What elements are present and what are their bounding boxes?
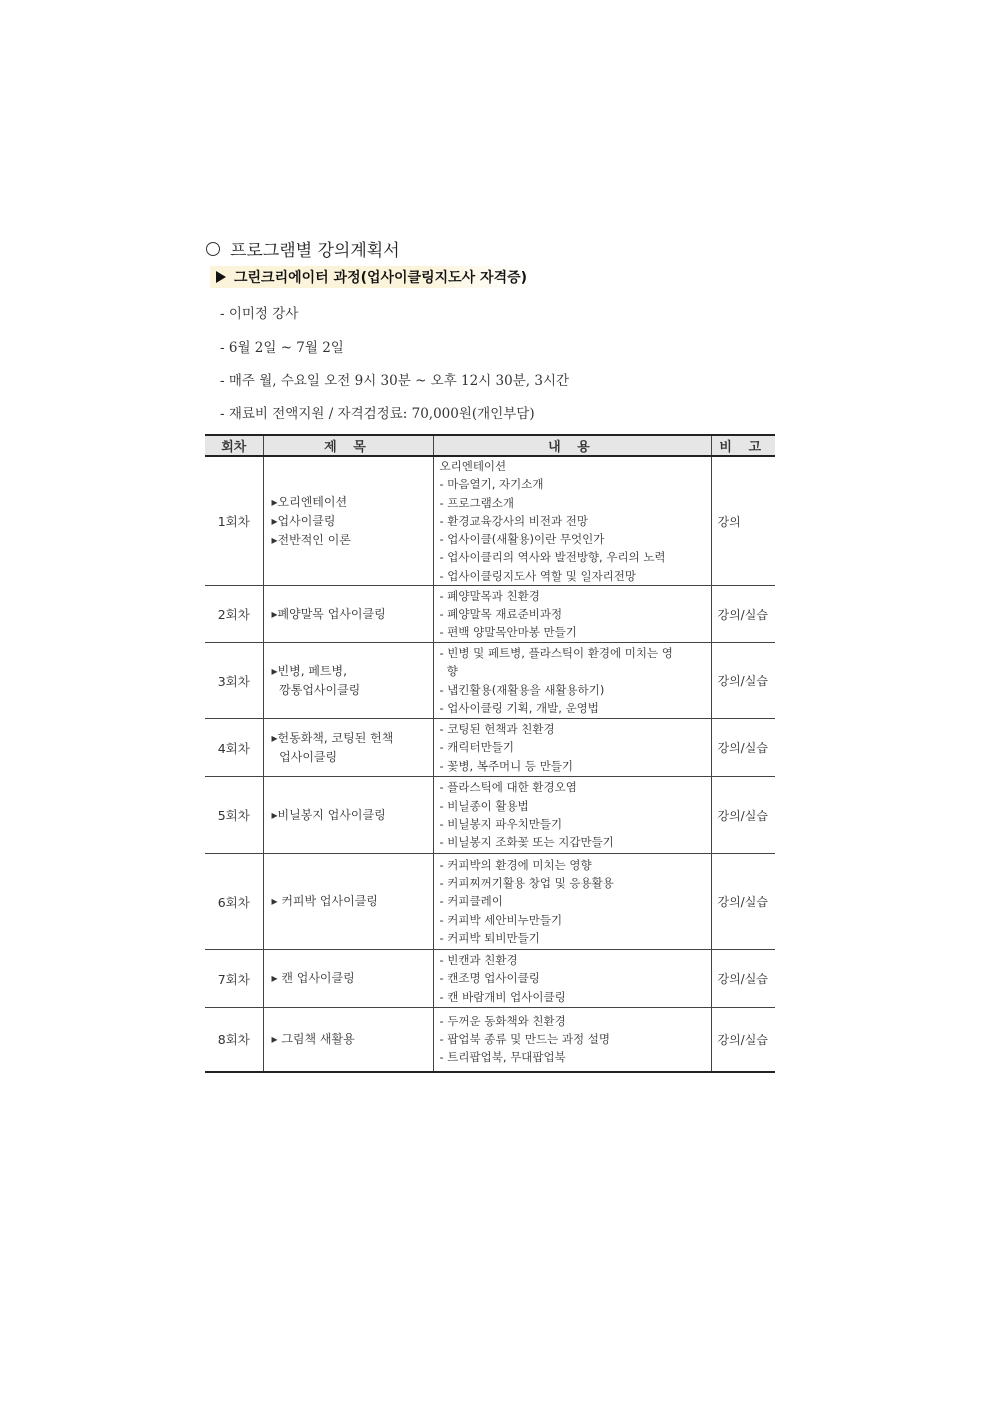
table-row xyxy=(205,1008,775,1072)
content-line: - 팝업북 종류 및 만드는 과정 설명 xyxy=(439,1032,610,1047)
title-line: ▸오리엔테이션 xyxy=(271,494,348,509)
circle-bullet-icon xyxy=(206,242,220,256)
note-cell: 강의/실습 xyxy=(711,719,775,777)
note-cell: 강의 xyxy=(711,456,775,586)
table-row xyxy=(205,777,775,854)
note-cell: 강의/실습 xyxy=(711,1008,775,1072)
subtitle-text: 그린크리에이터 과정(업사이클링지도사 자격증) xyxy=(234,270,528,286)
lecture-plan-table xyxy=(205,434,775,1073)
header-title: 제 목 xyxy=(263,435,433,456)
table-row xyxy=(205,950,775,1008)
content-line: - 캐릭터만들기 xyxy=(439,740,514,755)
table-row xyxy=(205,719,775,777)
content-line: - 업사이클(새활용)이란 무엇인가 xyxy=(439,532,605,547)
title-line: ▸전반적인 이론 xyxy=(271,532,351,547)
content-line: - 커피박 퇴비만들기 xyxy=(439,931,540,946)
content-cell xyxy=(433,719,711,777)
note-cell: 강의/실습 xyxy=(711,777,775,854)
header-note: 비 고 xyxy=(711,435,775,456)
content-line: - 업사이클링지도사 역할 및 일자리전망 xyxy=(439,568,637,583)
content-line: - 커피박의 환경에 미치는 영향 xyxy=(439,857,592,872)
session-cell: 6회차 xyxy=(205,854,263,950)
content-line: - 업사이클리의 역사와 발전방향, 우리의 노력 xyxy=(439,550,666,565)
title-line: ▸빈병, 페트병, xyxy=(271,663,347,678)
title-cell xyxy=(263,854,433,950)
content-line: - 편백 양말목안마봉 만들기 xyxy=(439,625,577,640)
content-line: - 프로그램소개 xyxy=(439,495,514,510)
triangle-bullet-icon xyxy=(216,271,226,283)
session-cell: 5회차 xyxy=(205,777,263,854)
session-cell: 2회차 xyxy=(205,586,263,643)
content-line: 향 xyxy=(439,664,458,679)
course-subtitle xyxy=(210,266,533,288)
content-line: - 코팅된 헌책과 친환경 xyxy=(439,722,555,737)
session-cell: 8회차 xyxy=(205,1008,263,1072)
content-line: - 트리팝업북, 무대팝업북 xyxy=(439,1050,566,1065)
table-row xyxy=(205,643,775,719)
content-line: - 두꺼운 동화책와 친환경 xyxy=(439,1013,566,1028)
title-cell xyxy=(263,950,433,1008)
title-line: ▸비닐봉지 업사이클링 xyxy=(271,807,386,822)
content-line: - 빈병 및 페트병, 플라스틱이 환경에 미치는 영 xyxy=(439,645,673,660)
header-content: 내 용 xyxy=(433,435,711,456)
header-session: 회차 xyxy=(205,435,263,456)
title-cell xyxy=(263,456,433,586)
content-line: - 커피클레이 xyxy=(439,894,503,909)
content-line: - 커피박 세안비누만들기 xyxy=(439,912,563,927)
heading-text: 프로그램별 강의계획서 xyxy=(230,241,400,261)
session-cell: 3회차 xyxy=(205,643,263,719)
document-heading xyxy=(206,236,400,261)
title-line: ▸ 캔 업사이클링 xyxy=(271,971,355,986)
content-line: - 업사이클링 기획, 개발, 운영법 xyxy=(439,700,599,715)
content-line: - 플라스틱에 대한 환경오염 xyxy=(439,780,577,795)
info-period: - 6월 2일 ~ 7월 2일 xyxy=(220,340,344,356)
content-cell xyxy=(433,643,711,719)
content-line: - 캔조명 업사이클링 xyxy=(439,971,540,986)
session-cell: 7회차 xyxy=(205,950,263,1008)
content-line: - 비닐봉지 파우치만들기 xyxy=(439,817,563,832)
content-line: - 비닐봉지 조화꽃 또는 지갑만들기 xyxy=(439,835,614,850)
note-cell: 강의/실습 xyxy=(711,950,775,1008)
title-line: ▸헌동화책, 코팅된 헌책 xyxy=(271,730,394,745)
content-line: - 빈캔과 친환경 xyxy=(439,953,518,968)
title-line: 깡통업사이클링 xyxy=(271,682,361,697)
content-line: - 폐양말목 재료준비과정 xyxy=(439,606,563,621)
table-row xyxy=(205,854,775,950)
title-cell xyxy=(263,643,433,719)
content-line: - 캔 바람개비 업사이클링 xyxy=(439,989,566,1004)
title-cell xyxy=(263,777,433,854)
content-line: - 냅킨활용(재활용을 새활용하기) xyxy=(439,682,605,697)
content-line: - 비닐종이 활용법 xyxy=(439,798,529,813)
content-cell xyxy=(433,950,711,1008)
table-header-row xyxy=(205,435,775,456)
session-cell: 4회차 xyxy=(205,719,263,777)
content-cell xyxy=(433,456,711,586)
content-cell xyxy=(433,777,711,854)
note-cell: 강의/실습 xyxy=(711,643,775,719)
title-cell xyxy=(263,719,433,777)
session-cell: 1회차 xyxy=(205,456,263,586)
note-cell: 강의/실습 xyxy=(711,854,775,950)
table-row xyxy=(205,456,775,586)
title-line: ▸ 그림책 새활용 xyxy=(271,1031,355,1046)
title-cell xyxy=(263,1008,433,1072)
content-line: - 커피찌꺼기활용 창업 및 응용활용 xyxy=(439,876,614,891)
title-cell xyxy=(263,586,433,643)
note-cell: 강의/실습 xyxy=(711,586,775,643)
content-line: - 꽃병, 복주머니 등 만들기 xyxy=(439,758,574,773)
content-line: - 환경교육강사의 비전과 전망 xyxy=(439,513,588,528)
table-row xyxy=(205,586,775,643)
content-line: 오리엔테이션 xyxy=(439,459,507,473)
title-line: 업사이클링 xyxy=(271,749,338,764)
content-cell xyxy=(433,1008,711,1072)
content-line: - 폐양말목과 친환경 xyxy=(439,588,540,603)
content-line: - 마음열기, 자기소개 xyxy=(439,477,544,492)
title-line: ▸업사이클링 xyxy=(271,513,336,528)
content-cell xyxy=(433,586,711,643)
title-line: ▸ 커피박 업사이클링 xyxy=(271,894,378,909)
info-schedule: - 매주 월, 수요일 오전 9시 30분 ~ 오후 12시 30분, 3시간 xyxy=(220,373,570,389)
info-instructor: - 이미정 강사 xyxy=(220,306,299,322)
title-line: ▸폐양말목 업사이클링 xyxy=(271,606,386,621)
info-fee: - 재료비 전액지원 / 자격검정료: 70,000원(개인부담) xyxy=(220,406,535,422)
content-cell xyxy=(433,854,711,950)
